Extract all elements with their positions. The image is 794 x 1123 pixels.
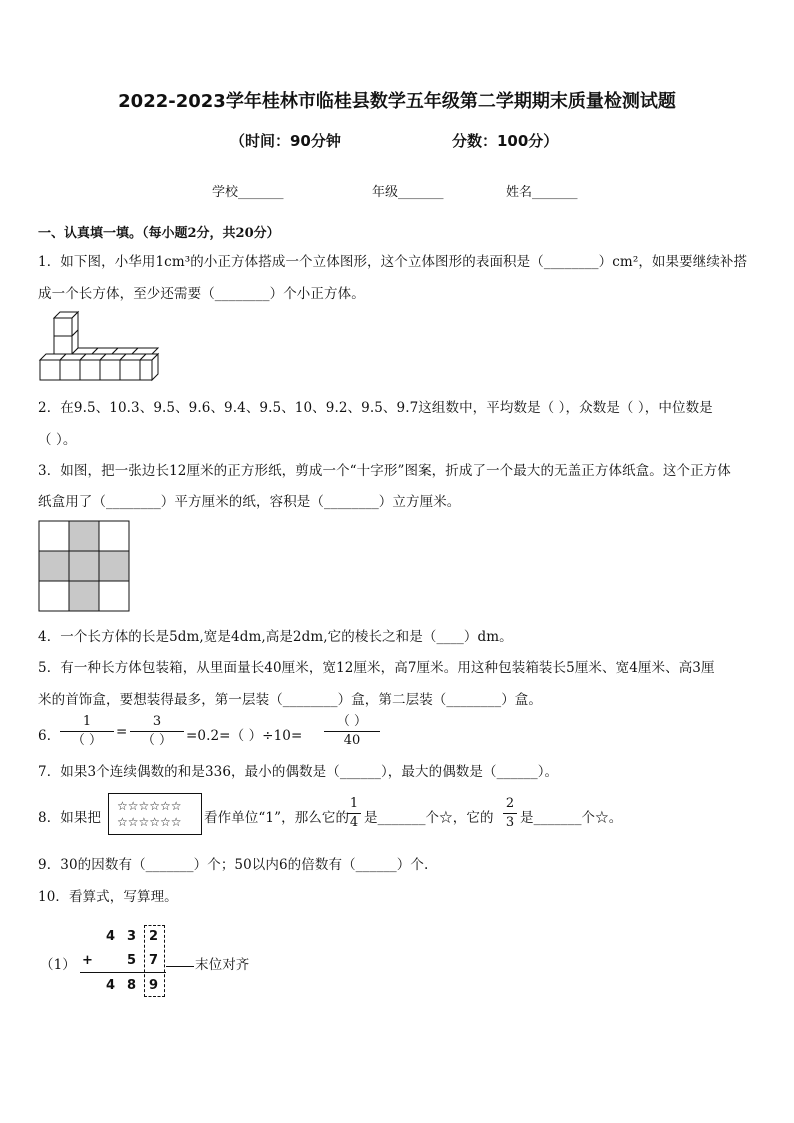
alignment-note: 末位对齐 xyxy=(195,957,250,973)
question-3-line-2: 纸盒用了（________）平方厘米的纸，容积是（________）立方厘米。 xyxy=(38,494,461,510)
fraction-bar xyxy=(503,813,517,814)
fraction-bar xyxy=(347,813,361,814)
school-field[interactable]: 学校_______ xyxy=(212,185,284,200)
question-1-line-1: 1．如下图，小华用1cm³的小正方体搭成一个立体图形，这个立体图形的表面积是（________）cm²，如果要继续补搭 xyxy=(38,254,748,270)
fraction-numerator: 1 xyxy=(349,796,359,811)
question-5-line-2: 米的首饰盒，要想装得最多，第一层装（________）盒，第二层装（________）盒。 xyxy=(38,692,542,708)
fraction-numerator: 2 xyxy=(505,796,515,811)
fraction-denominator: 4 xyxy=(349,815,359,830)
question-10-title: 10．看算式，写算理。 xyxy=(38,889,178,905)
fraction-3-denominator: 40 xyxy=(343,733,361,748)
exam-score: 分数：100分） xyxy=(452,132,559,150)
question-5-line-1: 5．有一种长方体包装箱，从里面量长40厘米，宽12厘米，高7厘米。用这种包装箱装长5厘米、宽4厘米、高3厘 xyxy=(38,660,715,676)
equals-sign: = xyxy=(116,724,128,740)
fraction-1-numerator: 1 xyxy=(82,714,92,729)
addend-1-digit-1: 4 xyxy=(106,929,116,944)
addend-1-digit-3: 2 xyxy=(149,929,159,944)
fraction-two-thirds xyxy=(503,796,517,831)
sum-digit-3: 9 xyxy=(149,978,159,993)
question-6-middle: =0.2=（ ）÷10= xyxy=(186,728,303,744)
question-2-line-2: （ ）。 xyxy=(38,432,77,448)
sum-digit-2: 8 xyxy=(127,978,137,993)
fraction-bar xyxy=(130,731,184,732)
fraction-one-quarter xyxy=(347,796,361,831)
page-title: 2022-2023学年桂林市临桂县数学五年级第二学期期末质量检测试题 xyxy=(118,91,676,112)
fraction-3-numerator: （ ） xyxy=(336,714,368,729)
question-8-middle-2: 是_______个☆，它的 xyxy=(364,810,494,826)
sub-question-label: （1） xyxy=(40,957,76,973)
fraction-1 xyxy=(60,714,114,749)
star-row-2: ☆☆☆☆☆☆ xyxy=(117,815,182,829)
fraction-bar xyxy=(324,731,380,732)
fraction-2-denominator: （ ） xyxy=(141,733,173,748)
addend-1-digit-2: 3 xyxy=(127,929,137,944)
question-7: 7．如果3个连续偶数的和是336，最小的偶数是（______），最大的偶数是（______）。 xyxy=(38,764,559,780)
cube-figure xyxy=(38,310,160,382)
fraction-2 xyxy=(130,714,184,749)
addend-2-digit-1: 5 xyxy=(127,953,137,968)
cross-paper-figure xyxy=(38,520,130,612)
plus-sign: + xyxy=(82,953,93,968)
star-box xyxy=(108,793,202,835)
pointer-line xyxy=(166,966,194,967)
question-9: 9．30的因数有（_______）个；50以内6的倍数有（______）个. xyxy=(38,857,429,873)
question-6-number: 6． xyxy=(38,728,61,744)
grade-field[interactable]: 年级_______ xyxy=(372,185,444,200)
fraction-1-denominator: （ ） xyxy=(71,733,103,748)
section-heading: 一、认真填一填。（每小题2分，共20分） xyxy=(38,226,280,241)
fraction-bar xyxy=(60,731,114,732)
star-row-1: ☆☆☆☆☆☆ xyxy=(117,799,182,813)
addend-2-digit-2: 7 xyxy=(149,953,159,968)
fraction-denominator: 3 xyxy=(505,815,515,830)
question-1-line-2: 成一个长方体，至少还需要（________）个小正方体。 xyxy=(38,286,365,302)
question-2-line-1: 2．在9.5、10.3、9.5、9.6、9.4、9.5、10、9.2、9.5、9.7这组数中，平均数是（ ），众数是（ ），中位数是 xyxy=(38,400,713,416)
name-field[interactable]: 姓名_______ xyxy=(506,185,578,200)
sum-digit-1: 4 xyxy=(106,978,116,993)
question-8-middle: 看作单位“1”，那么它的 xyxy=(204,810,350,826)
question-3-line-1: 3．如图，把一张边长12厘米的正方形纸，剪成一个“十字形”图案，折成了一个最大的无盖正方体纸盒。这个正方体 xyxy=(38,463,731,479)
units-column-box xyxy=(144,925,165,997)
exam-time: （时间：90分钟 xyxy=(230,132,341,150)
fraction-3 xyxy=(324,714,380,749)
question-8-end: 是_______个☆。 xyxy=(520,810,623,826)
fraction-2-numerator: 3 xyxy=(152,714,162,729)
question-4: 4．一个长方体的长是5dm,宽是4dm,高是2dm,它的棱长之和是（____）dm。 xyxy=(38,629,513,645)
question-8-prefix: 8．如果把 xyxy=(38,810,102,826)
